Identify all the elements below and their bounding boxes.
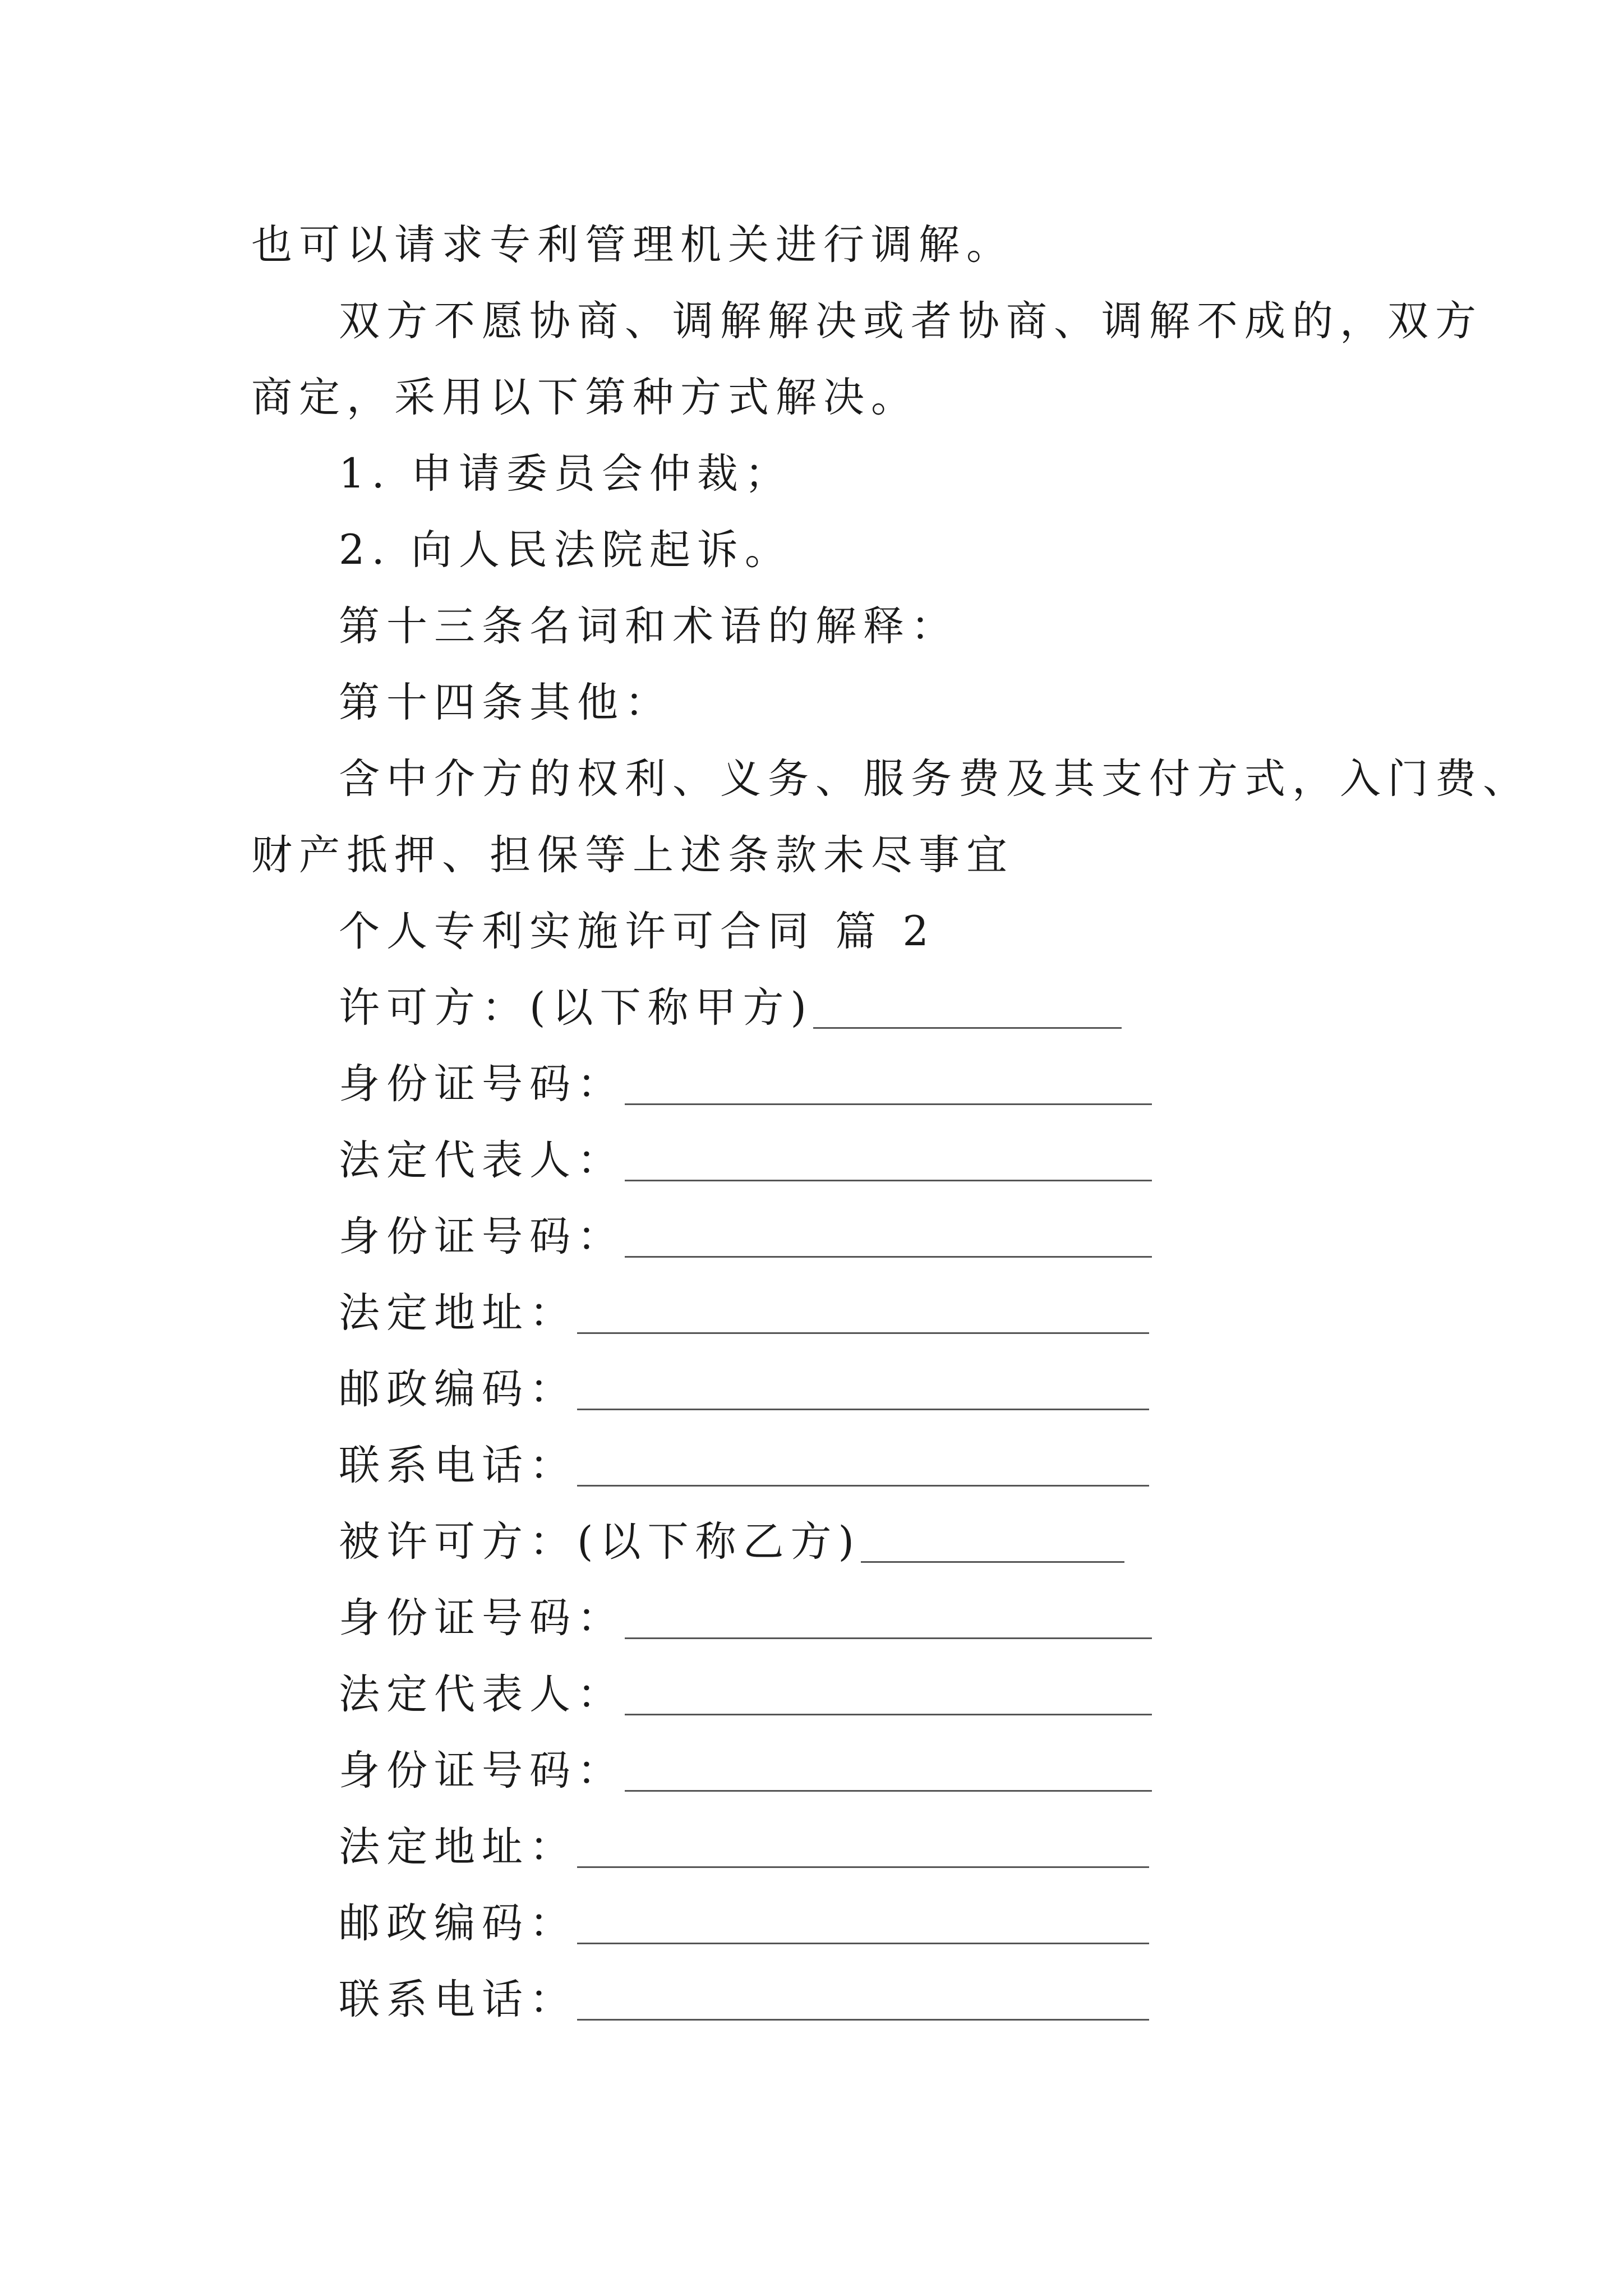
- licensor-representative-blank[interactable]: [625, 1140, 1152, 1181]
- licensee-field-row: [339, 1740, 1152, 1802]
- licensor-rep-id-blank[interactable]: [625, 1217, 1152, 1258]
- article-thirteen-heading: 第十三条名词和术语的解释：: [339, 602, 958, 650]
- field-label: 法定代表人：: [339, 1671, 625, 1718]
- licensee-postcode-blank[interactable]: [577, 1903, 1149, 1944]
- licensor-postcode-blank[interactable]: [577, 1369, 1149, 1410]
- licensee-field-row: [339, 1588, 1152, 1649]
- licensor-phone-blank[interactable]: [577, 1446, 1149, 1487]
- paragraph-dispute-resolution-cont: 商定，采用以下第种方式解决。: [251, 374, 919, 421]
- list-item-lawsuit: 2. 向人民法院起诉。: [339, 526, 792, 574]
- licensee-title: 被许可方：(以下称乙方): [339, 1518, 861, 1566]
- licensor-field-row: [339, 1206, 1152, 1268]
- article-fourteen-heading: 第十四条其他：: [339, 679, 672, 726]
- licensee-field-row: [339, 1664, 1152, 1726]
- paragraph-other-terms-cont: 财产抵押、担保等上述条款未尽事宜: [251, 831, 1014, 879]
- field-label: 法定地址：: [339, 1823, 577, 1871]
- field-label: 联系电话：: [339, 1442, 577, 1489]
- licensor-title: 许可方：(以下称甲方): [339, 984, 813, 1032]
- licensee-title-row: [339, 1511, 1124, 1573]
- paragraph-other-terms: 含中介方的权利、义务、服务费及其支付方式，入门费、: [339, 755, 1530, 803]
- licensor-id-blank[interactable]: [625, 1064, 1152, 1105]
- field-label: 身份证号码：: [339, 1213, 625, 1260]
- licensor-field-row: [339, 1435, 1149, 1497]
- licensor-title-row: [339, 977, 1122, 1039]
- licensee-name-blank[interactable]: [861, 1522, 1124, 1563]
- licensor-field-row: [339, 1282, 1149, 1344]
- field-label: 身份证号码：: [339, 1747, 625, 1795]
- licensee-rep-id-blank[interactable]: [625, 1751, 1152, 1792]
- paragraph-mediation-request: 也可以请求专利管理机关进行调解。: [251, 221, 1014, 269]
- paragraph-dispute-resolution: 双方不愿协商、调解解决或者协商、调解不成的，双方: [339, 297, 1483, 345]
- licensee-phone-blank[interactable]: [577, 1980, 1149, 2021]
- section-title-contract-2: 个人专利实施许可合同 篇 2: [339, 908, 935, 955]
- field-label: 身份证号码：: [339, 1060, 625, 1108]
- list-item-arbitration: 1. 申请委员会仲裁；: [339, 450, 792, 498]
- licensee-representative-blank[interactable]: [625, 1674, 1152, 1715]
- licensee-id-blank[interactable]: [625, 1598, 1152, 1639]
- licensee-field-row: [339, 1969, 1149, 2031]
- field-label: 身份证号码：: [339, 1594, 625, 1642]
- licensor-name-blank[interactable]: [813, 988, 1122, 1029]
- field-label: 法定代表人：: [339, 1137, 625, 1184]
- licensor-address-blank[interactable]: [577, 1293, 1149, 1334]
- licensor-field-row: [339, 1130, 1152, 1191]
- field-label: 邮政编码：: [339, 1899, 577, 1947]
- licensor-field-row: [339, 1359, 1149, 1420]
- licensor-field-row: [339, 1053, 1152, 1115]
- licensee-address-blank[interactable]: [577, 1827, 1149, 1868]
- licensee-field-row: [339, 1893, 1149, 1954]
- field-label: 法定地址：: [339, 1289, 577, 1337]
- field-label: 邮政编码：: [339, 1365, 577, 1413]
- licensee-field-row: [339, 1816, 1149, 1878]
- field-label: 联系电话：: [339, 1976, 577, 2023]
